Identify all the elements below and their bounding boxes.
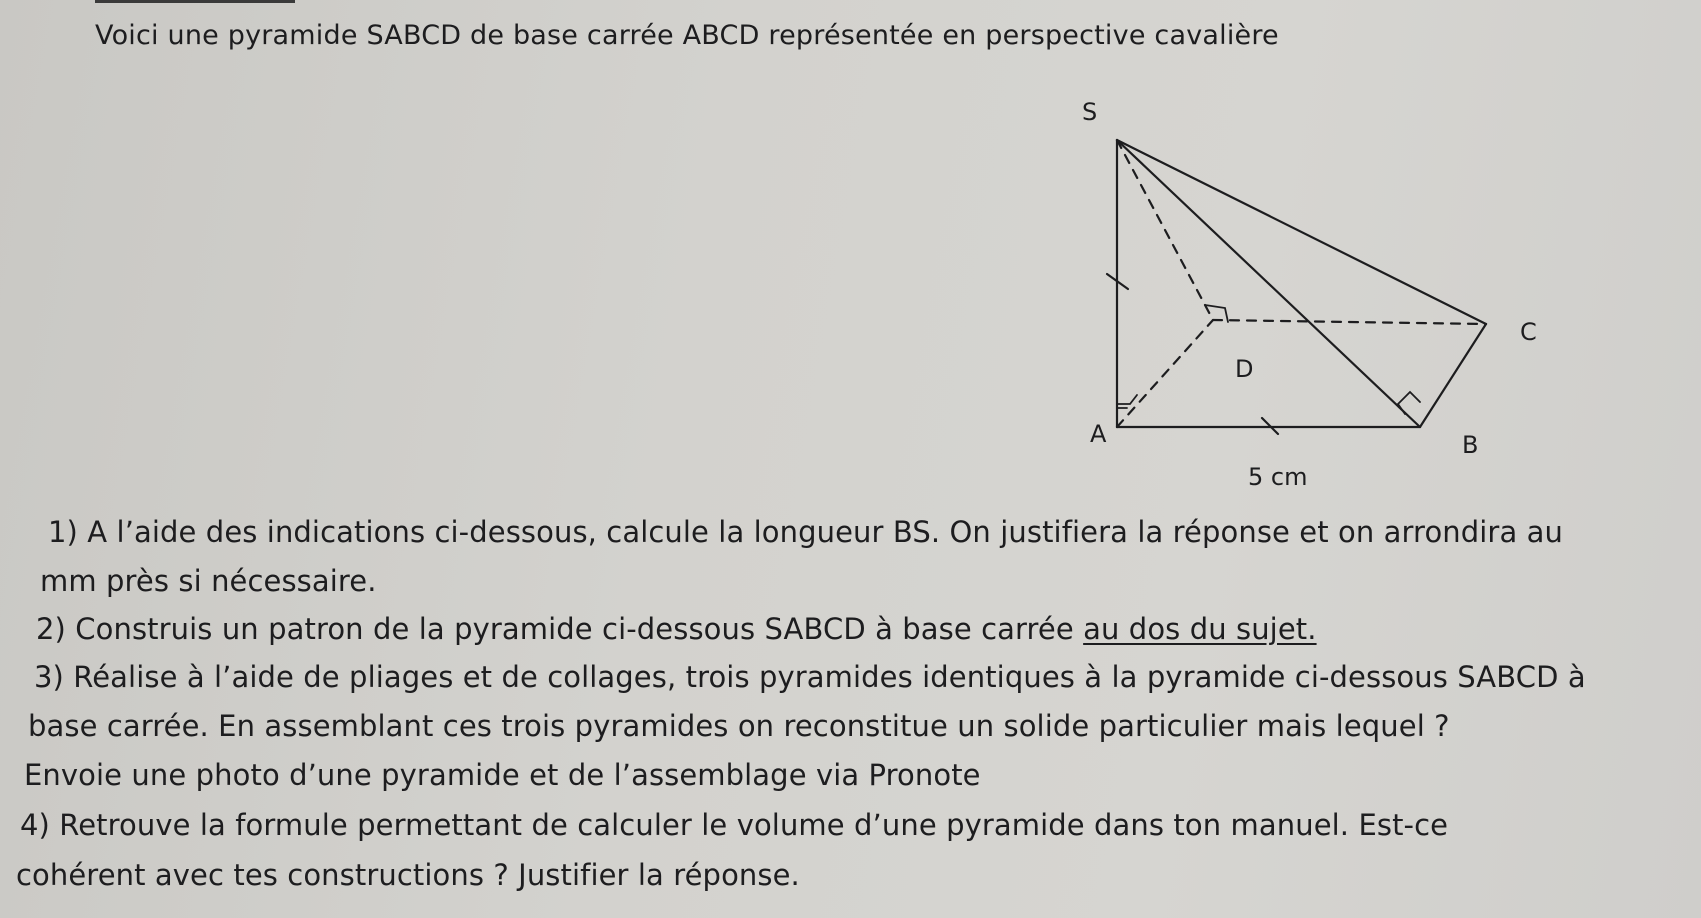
q1-line1: 1) A l’aide des indications ci-dessous, calcule la longueur BS. On justifiera la réponse et on arrondira au xyxy=(48,515,1563,549)
q4-line2: cohérent avec tes constructions ? Justifier la réponse. xyxy=(16,858,800,892)
edge-SD xyxy=(1117,140,1213,320)
q2-underlined: au dos du sujet. xyxy=(1083,612,1317,646)
edge-SB xyxy=(1117,140,1420,427)
edge-AD xyxy=(1117,320,1213,427)
q4-line1: 4) Retrouve la formule permettant de calculer le volume d’une pyramide dans ton manuel. Est-ce xyxy=(20,808,1449,842)
edge-SC xyxy=(1117,140,1486,324)
right-angle-A2 xyxy=(1117,395,1137,404)
label-S: S xyxy=(1082,98,1098,126)
q2-text: 2) Construis un patron de la pyramide ci-dessous SABCD à base carrée xyxy=(36,612,1084,646)
label-C: C xyxy=(1520,318,1537,346)
q3-line1: 3) Réalise à l’aide de pliages et de collages, trois pyramides identiques à la pyramide ci-dessous SABCD à xyxy=(34,660,1586,694)
label-length-AB: 5 cm xyxy=(1248,463,1308,491)
q1-line2: mm près si nécessaire. xyxy=(40,564,377,598)
label-D: D xyxy=(1235,355,1254,383)
label-A: A xyxy=(1090,420,1107,448)
intro-text: Voici une pyramide SABCD de base carrée ABCD représentée en perspective cavalière xyxy=(95,20,1279,51)
q3-line3: Envoie une photo d’une pyramide et de l’assemblage via Pronote xyxy=(24,758,981,792)
edge-BC xyxy=(1420,324,1486,427)
q3-line2: base carrée. En assemblant ces trois pyramides on reconstitue un solide particulier mais lequel ? xyxy=(28,709,1450,743)
edge-DC xyxy=(1213,320,1486,324)
label-B: B xyxy=(1462,431,1479,459)
q2-line xyxy=(36,612,1317,646)
